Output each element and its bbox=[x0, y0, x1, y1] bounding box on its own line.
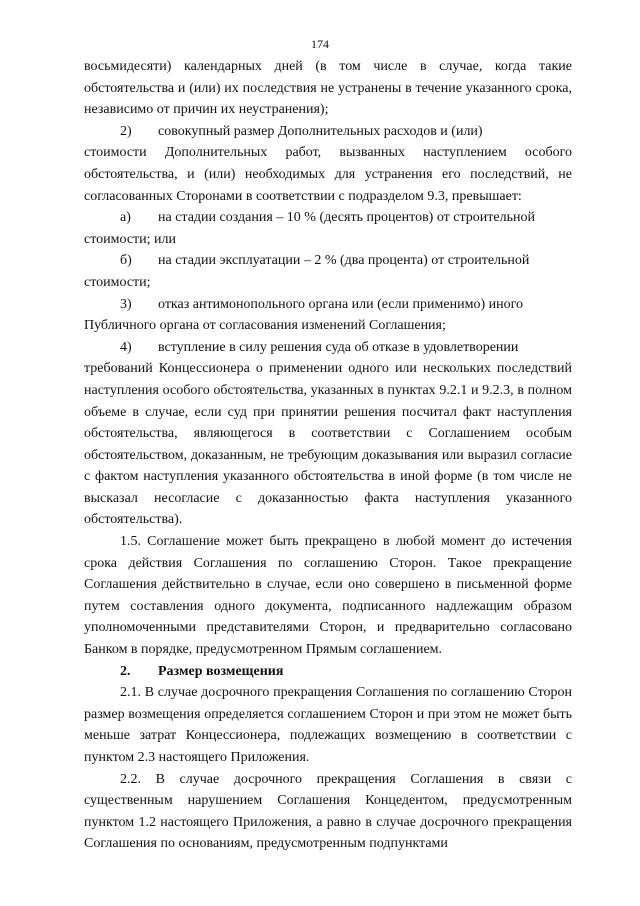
section-heading-number: 2. bbox=[120, 663, 131, 679]
list-item-4 bbox=[84, 337, 572, 531]
list-item-4-text: требований Концессионера о применении одного или нескольких последствий наступления особого обстоятельства, указанных в пунктах 9.2.1 и 9.2.3, в полном объеме в случае, если суд при принятии решения посчитал факт наступления обстоятельства, являющегося в соответствии с Соглашением особым обстоятельством, доказанным, не требующим доказывания или выразил согласие с фактом наступления указанного обстоятельства в иной форме (в том числе не высказал несогласие с доказанностью факта наступления указанного обстоятельства). bbox=[84, 361, 572, 528]
list-item-3-number: 3) bbox=[120, 296, 132, 312]
list-item-4-number: 4) bbox=[120, 339, 132, 355]
clause-2-1: 2.1. В случае досрочного прекращения Соглашения по соглашению Сторон размер возмещения определяется соглашением Сторон и при этом не может быть меньше затрат Концессионера, подлежащих возмещению в соответствии с пунктом 2.3 настоящего Приложения. bbox=[84, 685, 572, 765]
sub-item-b bbox=[84, 250, 572, 293]
list-item-3 bbox=[84, 294, 572, 337]
document-body bbox=[84, 56, 572, 855]
sub-item-a-text: стоимости; или bbox=[84, 231, 177, 247]
sub-item-b-first-line: на стадии эксплуатации – 2 % (два процента) от строительной bbox=[158, 253, 530, 269]
list-item-3-text: Публичного органа от согласования изменений Соглашения; bbox=[84, 318, 446, 334]
list-item-2-first-line: совокупный размер Дополнительных расходов и (или) bbox=[158, 123, 483, 139]
list-item-2-number: 2) bbox=[120, 123, 132, 139]
page-number: 174 bbox=[311, 37, 329, 51]
section-heading-title: Размер возмещения bbox=[158, 663, 284, 679]
list-item-4-first-line: вступление в силу решения суда об отказе в удовлетворении bbox=[158, 339, 519, 355]
sub-item-b-text: стоимости; bbox=[84, 274, 151, 290]
list-item-2 bbox=[84, 121, 572, 207]
sub-item-a-first-line: на стадии создания – 10 % (десять процентов) от строительной bbox=[158, 210, 535, 226]
sub-item-a bbox=[84, 207, 572, 250]
paragraph-continuation: восьмидесяти) календарных дней (в том числе в случае, когда такие обстоятельства и (или) их последствия не устранены в течение указанного срока, независимо от причин их неустранения); bbox=[84, 59, 572, 118]
clause-1-5: 1.5. Соглашение может быть прекращено в любой момент до истечения срока действия Соглашения по соглашению Сторон. Такое прекращение Соглашения действительно в случае, если оно совершено в письменной форме путем составления одного документа, подписанного надлежащим образом уполномоченными представителями Сторон, и предварительно согласовано Банком в порядке, предусмотренном Прямым соглашением. bbox=[84, 534, 572, 658]
section-heading-2 bbox=[84, 661, 572, 683]
list-item-2-text: стоимости Дополнительных работ, вызванных наступлением особого обстоятельства, и (или) необходимых для устранения его последствий, не согласованных Сторонами в соответствии с подразделом 9.3, превышает: bbox=[84, 145, 572, 204]
sub-item-b-letter: б) bbox=[120, 253, 132, 269]
clause-2-2: 2.2. В случае досрочного прекращения Соглашения в связи с существенным нарушением Соглашения Концедентом, предусмотренным пунктом 1.2 настоящего Приложения, а равно в случае досрочного прекращения Соглашения по основаниям, предусмотренным подпунктами bbox=[84, 771, 572, 852]
sub-item-a-letter: а) bbox=[120, 210, 131, 226]
list-item-3-first-line: отказ антимонопольного органа или (если применимо) иного bbox=[158, 296, 523, 312]
